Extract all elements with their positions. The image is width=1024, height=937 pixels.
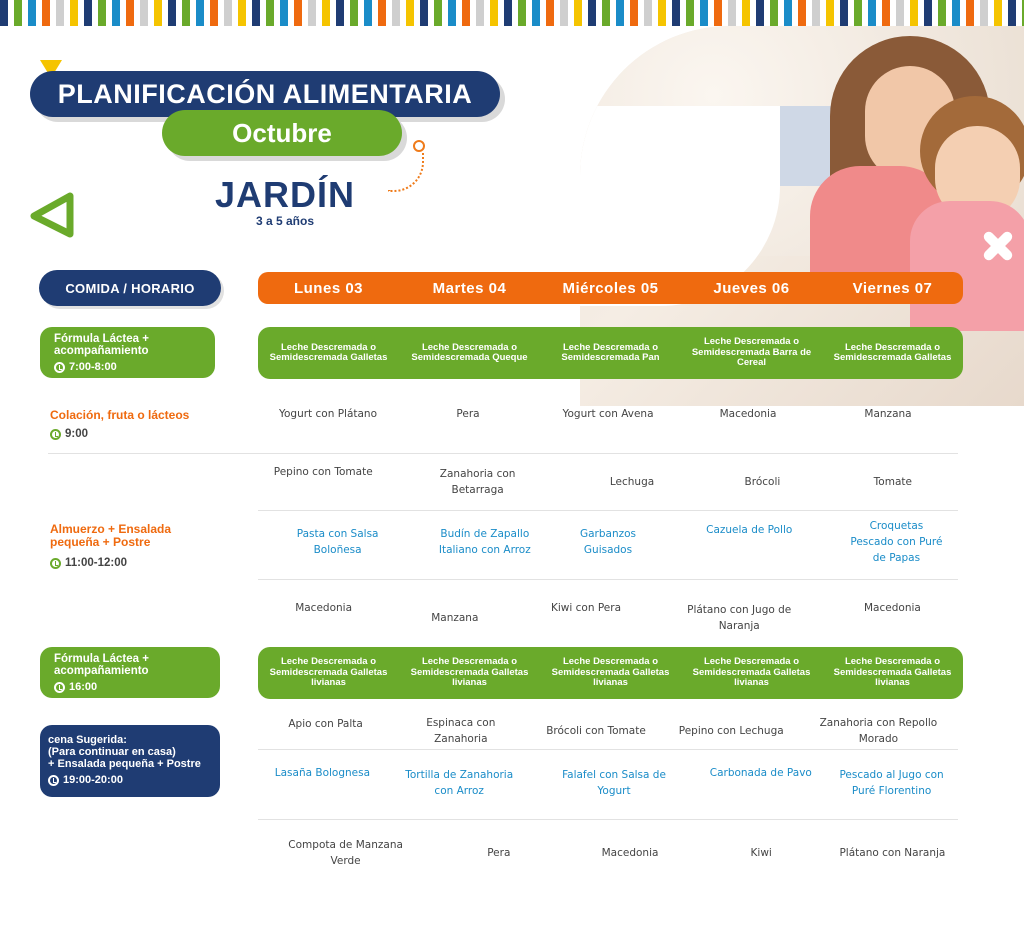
day-header-thursday: Jueves 06: [713, 279, 790, 297]
age-range: 3 a 5 años: [255, 214, 315, 228]
column-header-text: COMIDA / HORARIO: [65, 280, 195, 296]
stripe: [770, 0, 778, 26]
stripe: [602, 0, 610, 26]
cell-formula-am-mon: Leche Descremada o Semidescremada Galletas: [269, 341, 388, 363]
cell-cena-dessert-tue: Pera: [487, 847, 511, 859]
stripe: [882, 0, 890, 26]
day-header-tuesday: Martes 04: [432, 279, 507, 297]
stripe: [728, 0, 736, 26]
stripe: [868, 0, 876, 26]
stripe: [994, 0, 1002, 26]
stripe: [980, 0, 988, 26]
cell-formula-pm-mon: Leche Descremada o Semidescremada Galletas livianas: [269, 656, 388, 689]
formula-pm-row: [258, 647, 963, 699]
cell-almuerzo-main-fri: Croquetas Pescado con Puré de Papas: [850, 520, 943, 564]
stripe: [294, 0, 302, 26]
meal-label-text: Fórmula Láctea + acompañamiento: [54, 653, 149, 677]
stripe: [938, 0, 946, 26]
clock-icon: [54, 362, 65, 373]
almuerzo-dessert-row: [258, 600, 958, 636]
formula-am-row: [258, 327, 963, 379]
stripe: [924, 0, 932, 26]
stripe: [952, 0, 960, 26]
cena-salad-row: [258, 714, 958, 748]
stripe: [266, 0, 274, 26]
cell-formula-am-wed: Leche Descremada o Semidescremada Pan: [561, 341, 660, 363]
meal-time-text: 7:00-8:00: [69, 361, 117, 373]
stripe: [322, 0, 330, 26]
stripe: [350, 0, 358, 26]
stripe: [406, 0, 414, 26]
cell-formula-am-thu: Leche Descremada o Semidescremada Barra de Cereal: [691, 336, 812, 369]
stripe: [126, 0, 134, 26]
stripe: [700, 0, 708, 26]
cell-almuerzo-main-wed: Garbanzos Guisados: [579, 528, 637, 556]
month-text: Octubre: [232, 117, 332, 148]
dotted-line-decoration: [388, 152, 424, 192]
meal-label-cena: [40, 725, 220, 797]
meal-label-line: (Para continuar en casa): [48, 746, 176, 758]
stripe: [630, 0, 638, 26]
cell-colacion-wed: Yogurt con Avena: [562, 408, 654, 420]
green-triangle-icon: [30, 192, 76, 238]
stripe: [378, 0, 386, 26]
cell-cena-dessert-mon: Compota de Manzana Verde: [288, 839, 403, 867]
days-header: [258, 272, 963, 304]
cell-cena-main-mon: Lasaña Bolognesa: [274, 767, 371, 779]
stripe: [0, 0, 8, 26]
cell-formula-am-fri: Leche Descremada o Semidescremada Galletas: [833, 341, 952, 363]
cell-cena-salad-tue: Espinaca con Zanahoria: [426, 717, 496, 745]
stripe: [588, 0, 596, 26]
cell-almuerzo-dessert-wed: Kiwi con Pera: [551, 602, 622, 614]
stripe: [490, 0, 498, 26]
stripe: [56, 0, 64, 26]
stripe: [168, 0, 176, 26]
cell-colacion-fri: Manzana: [864, 408, 912, 420]
cell-almuerzo-salad-tue: Zanahoria con Betarraga: [439, 468, 516, 496]
day-header-friday: Viernes 07: [852, 279, 933, 297]
stripe: [756, 0, 764, 26]
cell-formula-am-tue: Leche Descremada o Semidescremada Queque: [411, 341, 528, 363]
meal-time-text: 19:00-20:00: [63, 774, 123, 786]
meal-label-almuerzo: [50, 523, 190, 570]
page-title-text: PLANIFICACIÓN ALIMENTARIA: [57, 78, 473, 109]
cell-formula-pm-wed: Leche Descremada o Semidescremada Galletas livianas: [551, 656, 670, 689]
divider: [258, 579, 958, 580]
stripe: [70, 0, 78, 26]
stripe: [84, 0, 92, 26]
stripe: [448, 0, 456, 26]
cell-almuerzo-salad-mon: Pepino con Tomate: [273, 466, 373, 478]
stripe: [546, 0, 554, 26]
cell-cena-salad-wed: Brócoli con Tomate: [546, 725, 646, 737]
stripe: [1008, 0, 1016, 26]
day-header-monday: Lunes 03: [293, 279, 364, 297]
cell-cena-main-wed: Falafel con Salsa de Yogurt: [562, 769, 666, 797]
cell-cena-main-thu: Carbonada de Pavo: [709, 767, 812, 779]
stripe: [518, 0, 526, 26]
stripe: [714, 0, 722, 26]
cross-decoration-icon: [980, 228, 1016, 264]
meal-time-text: 9:00: [65, 428, 89, 440]
meal-label-text: Fórmula Láctea + acompañamiento: [54, 333, 149, 357]
cell-cena-salad-fri: Zanahoria con Repollo Morado: [819, 717, 938, 745]
stripe: [420, 0, 428, 26]
stripe: [462, 0, 470, 26]
clock-icon: [48, 775, 59, 786]
meal-time-text: 11:00-12:00: [65, 557, 128, 569]
divider: [48, 453, 958, 454]
stripe: [140, 0, 148, 26]
cena-dessert-row: [258, 836, 958, 870]
orange-ring-icon: [413, 140, 425, 152]
stripe: [392, 0, 400, 26]
stripe: [784, 0, 792, 26]
meal-time: [50, 557, 190, 570]
month-badge: [162, 110, 402, 156]
stripe: [210, 0, 218, 26]
stripe: [28, 0, 36, 26]
stripe: [336, 0, 344, 26]
cell-colacion-thu: Macedonia: [719, 408, 777, 420]
meal-label-formula-am: [40, 327, 215, 378]
stripe: [840, 0, 848, 26]
cell-formula-pm-thu: Leche Descremada o Semidescremada Galletas livianas: [692, 656, 811, 689]
stripe: [98, 0, 106, 26]
meal-time-text: 16:00: [69, 681, 98, 693]
stripe: [560, 0, 568, 26]
stripe: [154, 0, 162, 26]
almuerzo-salad-row: [258, 462, 958, 502]
stripe: [238, 0, 246, 26]
stripe: [42, 0, 50, 26]
meal-label-line: cena Sugerida:: [48, 734, 127, 746]
stripe: [812, 0, 820, 26]
cell-cena-dessert-fri: Plátano con Naranja: [839, 847, 946, 859]
divider: [258, 749, 958, 750]
cell-cena-main-tue: Tortilla de Zanahoria con Arroz: [405, 769, 514, 797]
stripe: [434, 0, 442, 26]
colacion-row: [258, 398, 958, 430]
clock-icon: [54, 682, 65, 693]
cell-almuerzo-dessert-mon: Macedonia: [295, 602, 353, 614]
stripe: [798, 0, 806, 26]
cell-colacion-mon: Yogurt con Plátano: [278, 408, 378, 420]
stripe: [308, 0, 316, 26]
stripe: [910, 0, 918, 26]
stripe: [896, 0, 904, 26]
stripe: [364, 0, 372, 26]
stripe: [504, 0, 512, 26]
cell-cena-dessert-thu: Kiwi: [750, 847, 772, 859]
divider: [258, 510, 958, 511]
stripe: [112, 0, 120, 26]
clock-icon: [50, 558, 61, 569]
meal-time: [50, 428, 189, 441]
meal-time: [54, 681, 212, 693]
cell-almuerzo-main-tue: Budín de Zapallo Italiano con Arroz: [438, 528, 531, 556]
stripe: [476, 0, 484, 26]
stripe: [182, 0, 190, 26]
meal-label-formula-pm: [40, 647, 220, 698]
clock-icon: [50, 429, 61, 440]
stripe: [14, 0, 22, 26]
meal-label-text: Colación, fruta o lácteos: [50, 408, 190, 422]
cell-almuerzo-dessert-fri: Macedonia: [864, 602, 921, 614]
divider: [258, 819, 958, 820]
almuerzo-main-row: [258, 522, 958, 562]
cell-cena-salad-thu: Pepino con Lechuga: [678, 725, 784, 737]
cell-almuerzo-main-thu: Cazuela de Pollo: [706, 524, 793, 536]
meal-label-colacion: [50, 409, 189, 441]
stripe: [644, 0, 652, 26]
stripe: [826, 0, 834, 26]
stripe: [196, 0, 204, 26]
stripe: [742, 0, 750, 26]
stripe: [280, 0, 288, 26]
cell-cena-dessert-wed: Macedonia: [601, 847, 659, 859]
cell-almuerzo-salad-wed: Lechuga: [609, 476, 655, 488]
cell-almuerzo-dessert-thu: Plátano con Jugo de Naranja: [687, 604, 792, 632]
cena-main-row: [258, 765, 958, 801]
cell-formula-pm-tue: Leche Descremada o Semidescremada Galletas livianas: [410, 656, 529, 689]
stripe: [574, 0, 582, 26]
cell-cena-main-fri: Pescado al Jugo con Puré Florentino: [839, 769, 944, 797]
cell-formula-pm-fri: Leche Descremada o Semidescremada Galletas livianas: [833, 656, 952, 689]
meal-time: [48, 774, 212, 786]
level-title: JARDÍN: [214, 174, 355, 215]
cell-colacion-tue: Pera: [456, 408, 480, 420]
stripe: [854, 0, 862, 26]
cell-almuerzo-salad-fri: Tomate: [873, 476, 912, 488]
day-header-wednesday: Miércoles 05: [562, 279, 659, 297]
stripe: [252, 0, 260, 26]
meal-label-line: + Ensalada pequeña + Postre: [48, 758, 201, 770]
stripe: [658, 0, 666, 26]
meal-label-text: Almuerzo + Ensalada pequeña + Postre: [50, 522, 172, 549]
decorative-stripes: [0, 0, 1024, 26]
column-header-meal-time: [39, 270, 221, 306]
cell-cena-salad-mon: Apio con Palta: [288, 718, 363, 730]
stripe: [672, 0, 680, 26]
cell-almuerzo-dessert-tue: Manzana: [431, 612, 479, 624]
stripe: [966, 0, 974, 26]
meal-time: [54, 361, 207, 373]
stripe: [616, 0, 624, 26]
cell-almuerzo-salad-thu: Brócoli: [744, 476, 781, 488]
cell-almuerzo-main-mon: Pasta con Salsa Boloñesa: [296, 528, 379, 556]
stripe: [686, 0, 694, 26]
stripe: [224, 0, 232, 26]
stripe: [532, 0, 540, 26]
